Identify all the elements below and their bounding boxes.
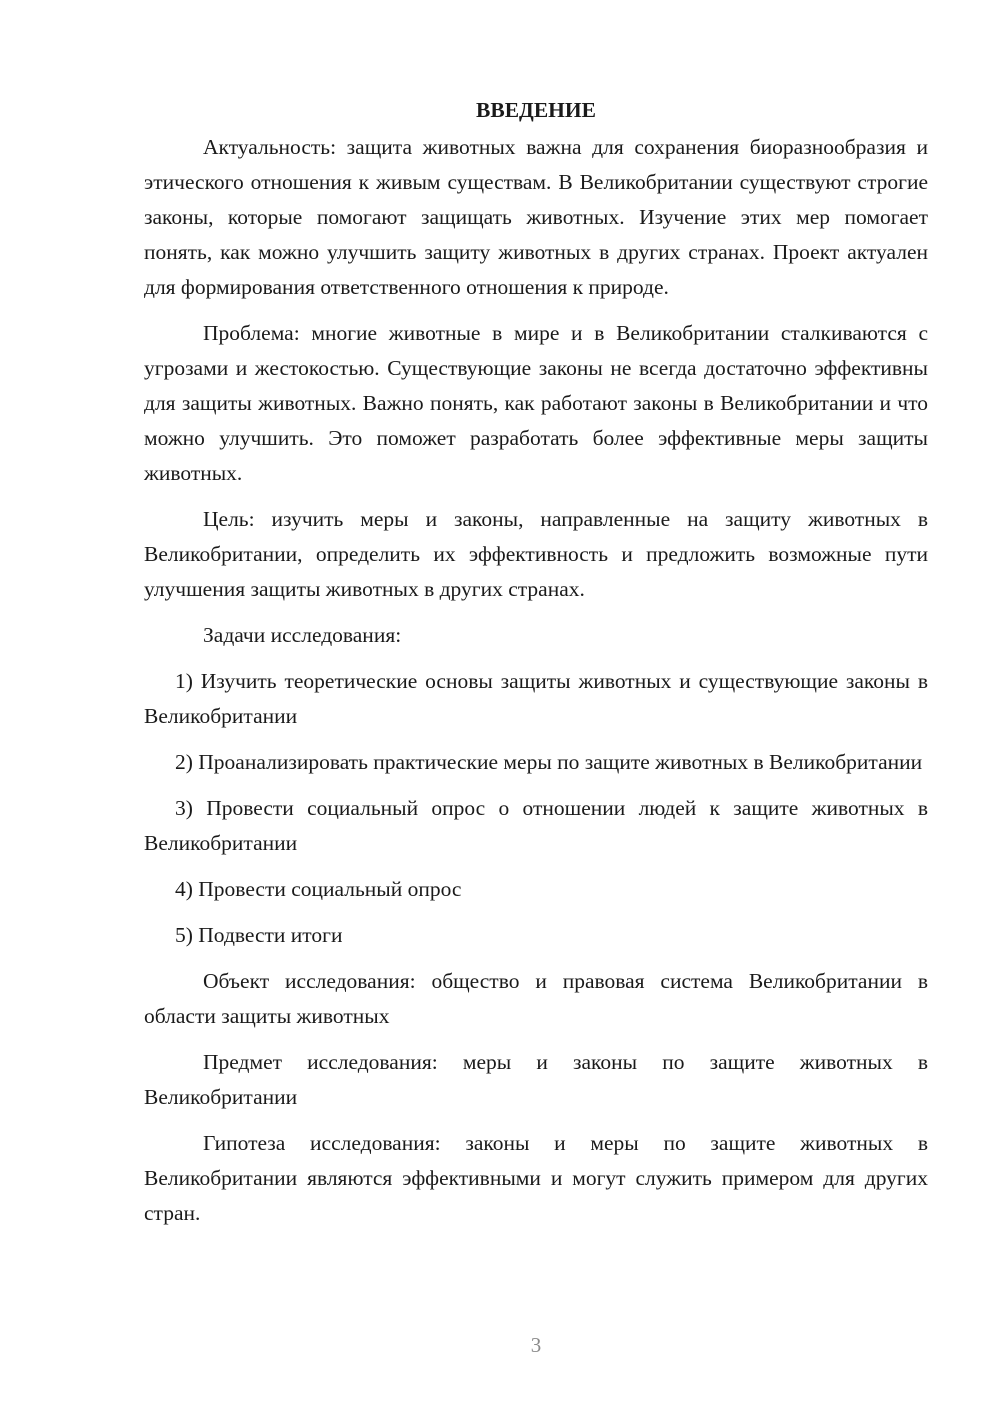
paragraph-hypothesis: Гипотеза исследования: законы и меры по защите животных в Великобритании являются эффективными и могут служить примером для других стран. (144, 1131, 928, 1225)
task-item: 3) Провести социальный опрос о отношении людей к защите животных в Великобритании (144, 796, 928, 855)
paragraph-goal: Цель: изучить меры и законы, направленные на защиту животных в Великобритании, определить их эффективность и предложить возможные пути улучшения защиты животных в других странах. (144, 507, 928, 601)
task-item: 5) Подвести итоги (175, 923, 343, 947)
paragraph-object: Объект исследования: общество и правовая система Великобритании в области защиты животных (144, 969, 928, 1028)
task-item: 2) Проанализировать практические меры по защите животных в Великобритании (175, 750, 923, 774)
task-item: 4) Провести социальный опрос (175, 877, 462, 901)
paragraph-subject: Предмет исследования: меры и законы по защите животных в Великобритании (144, 1050, 928, 1109)
tasks-heading: Задачи исследования: (203, 623, 402, 647)
paragraph-relevance: Актуальность: защита животных важна для сохранения биоразнообразия и этического отношения к живым существам. В Великобритании существуют строгие законы, которые помогают защищать животных. Изучение этих мер помогает понять, как можно улучшить защиту животных в других странах. Проект актуален для формирования ответственного отношения к природе. (144, 135, 928, 299)
page-title: ВВЕДЕНИЕ (476, 98, 596, 122)
paragraph-problem: Проблема: многие животные в мире и в Великобритании сталкиваются с угрозами и жестокостью. Существующие законы не всегда достаточно эффективны для защиты животных. Важно понять, как работают законы в Великобритании и что можно улучшить. Это поможет разработать более эффективные меры защиты животных. (144, 321, 928, 485)
task-item: 1) Изучить теоретические основы защиты животных и существующие законы в Великобритании (144, 669, 928, 728)
page-number: 3 (530, 1333, 542, 1357)
page-content (144, 95, 928, 1231)
